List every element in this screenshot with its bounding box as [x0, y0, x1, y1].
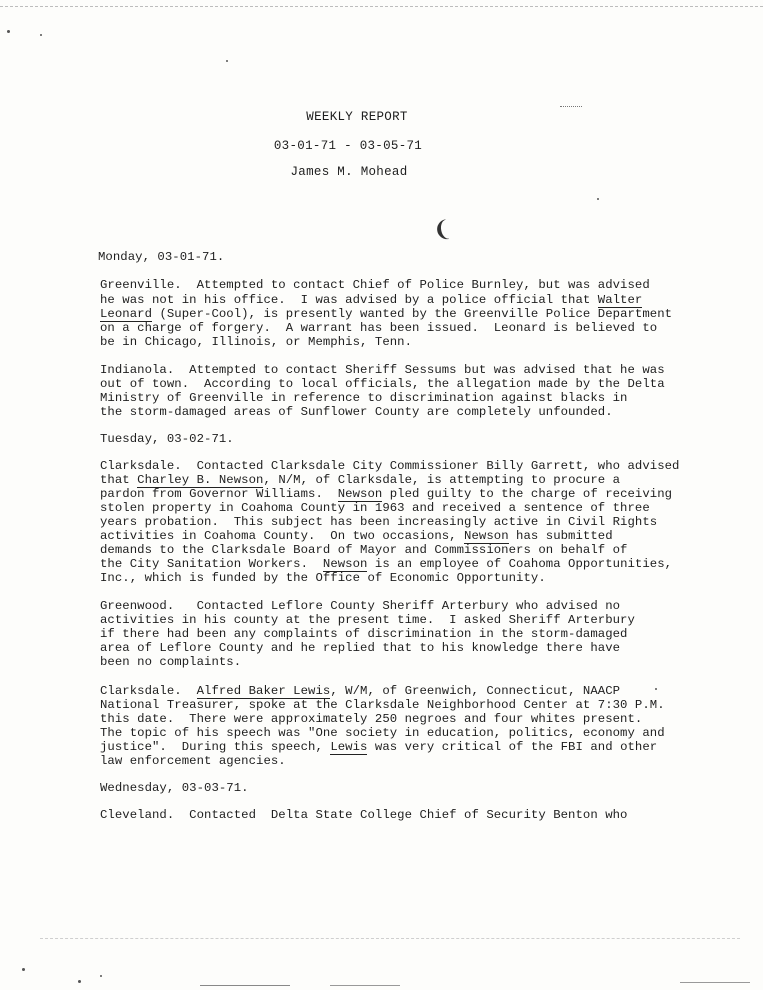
text-line: justice". During this speech, Lewis was very critical of the FBI and other [100, 740, 658, 754]
underlined-name: Newson [322, 557, 368, 571]
underlined-name: Walter [597, 293, 643, 307]
top-edge-rule [0, 6, 763, 7]
day-heading-tuesday: Tuesday, 03-02-71. [100, 432, 234, 446]
text-line: activities in his county at the present time. I asked Sheriff Arterbury [100, 613, 635, 627]
text-line: Indianola. Attempted to contact Sheriff Sessums but was advised that he was [100, 363, 665, 377]
text-line: Greenwood. Contacted Leflore County Sheriff Arterbury who advised no [100, 599, 621, 613]
bottom-scan-rule [330, 985, 400, 986]
text-line: if there had been any complaints of discrimination in the storm-damaged [100, 627, 628, 641]
text-line: stolen property in Coahoma County in 1963 and received a sentence of three [100, 501, 650, 515]
scan-speck [22, 968, 25, 971]
underlined-name: Charley B. Newson [137, 473, 264, 487]
bottom-scan-rule [680, 982, 750, 983]
text-line: area of Leflore County and he replied that to his knowledge there have [100, 641, 621, 655]
scan-smudge [560, 106, 582, 107]
text-line: The topic of his speech was "One society in education, politics, economy and [100, 726, 665, 740]
text-line: law enforcement agencies. [100, 754, 286, 768]
pen-mark: ❨ [430, 216, 454, 245]
scan-speck [597, 198, 599, 200]
text-line: years probation. This subject has been increasingly active in Civil Rights [100, 515, 658, 529]
text-line: Ministry of Greenville in reference to discrimination against blacks in [100, 391, 628, 405]
report-date-range: 03-01-71 - 03-05-71 [273, 139, 423, 153]
scan-speck [226, 60, 228, 62]
text-line: Cleveland. Contacted Delta State College Chief of Security Benton who [100, 808, 628, 822]
text-line: this date. There were approximately 250 negroes and four whites present. [100, 712, 643, 726]
underlined-name: Newson [464, 529, 509, 543]
scan-speck [40, 34, 42, 36]
scan-speck [655, 688, 657, 690]
text-line: demands to the Clarksdale Board of Mayor and Commissioners on behalf of [100, 543, 628, 557]
day-heading-monday: Monday, 03-01-71. [98, 250, 225, 264]
scan-speck [7, 30, 10, 33]
underlined-name: Leonard [100, 307, 153, 321]
text-line: the storm-damaged areas of Sunflower County are completely unfounded. [100, 405, 613, 419]
text-line: National Treasurer, spoke at the Clarksdale Neighborhood Center at 7:30 P.M. [100, 698, 665, 712]
text-line: been no complaints. [100, 655, 242, 669]
text-line: that Charley B. Newson, N/M, of Clarksdale, is attempting to procure a [100, 473, 621, 487]
text-line: the City Sanitation Workers. Newson is an employee of Coahoma Opportunities, [100, 557, 673, 571]
underlined-name: Newson [337, 487, 383, 501]
text-line: Clarksdale. Contacted Clarksdale City Commissioner Billy Garrett, who advised [100, 459, 680, 473]
day-heading-wednesday: Wednesday, 03-03-71. [100, 781, 249, 795]
bottom-scan-rule [40, 938, 740, 939]
text-line: Clarksdale. Alfred Baker Lewis, W/M, of Greenwich, Connecticut, NAACP [100, 684, 621, 698]
text-line: he was not in his office. I was advised by a police official that Walter [100, 293, 643, 307]
text-line: activities in Coahoma County. On two occasions, Newson has submitted [100, 529, 613, 543]
text-line: pardon from Governor Williams. Newson pled guilty to the charge of receiving [100, 487, 673, 501]
bottom-scan-rule [200, 985, 290, 986]
text-line: Greenville. Attempted to contact Chief of Police Burnley, but was advised [100, 278, 650, 292]
text-line: out of town. According to local officials, the allegation made by the Delta [100, 377, 665, 391]
report-title: WEEKLY REPORT [306, 110, 408, 124]
underlined-name: Alfred Baker Lewis [196, 684, 331, 698]
text-line: be in Chicago, Illinois, or Memphis, Tenn. [100, 335, 413, 349]
report-author: James M. Mohead [290, 165, 408, 179]
text-line: Leonard (Super-Cool), is presently wanted by the Greenville Police Department [100, 307, 673, 321]
underlined-name: Lewis [330, 740, 368, 754]
text-line: Inc., which is funded by the Office of Economic Opportunity. [100, 571, 546, 585]
text-line: on a charge of forgery. A warrant has been issued. Leonard is believed to [100, 321, 658, 335]
scan-speck [100, 975, 102, 977]
scan-speck [78, 980, 81, 983]
